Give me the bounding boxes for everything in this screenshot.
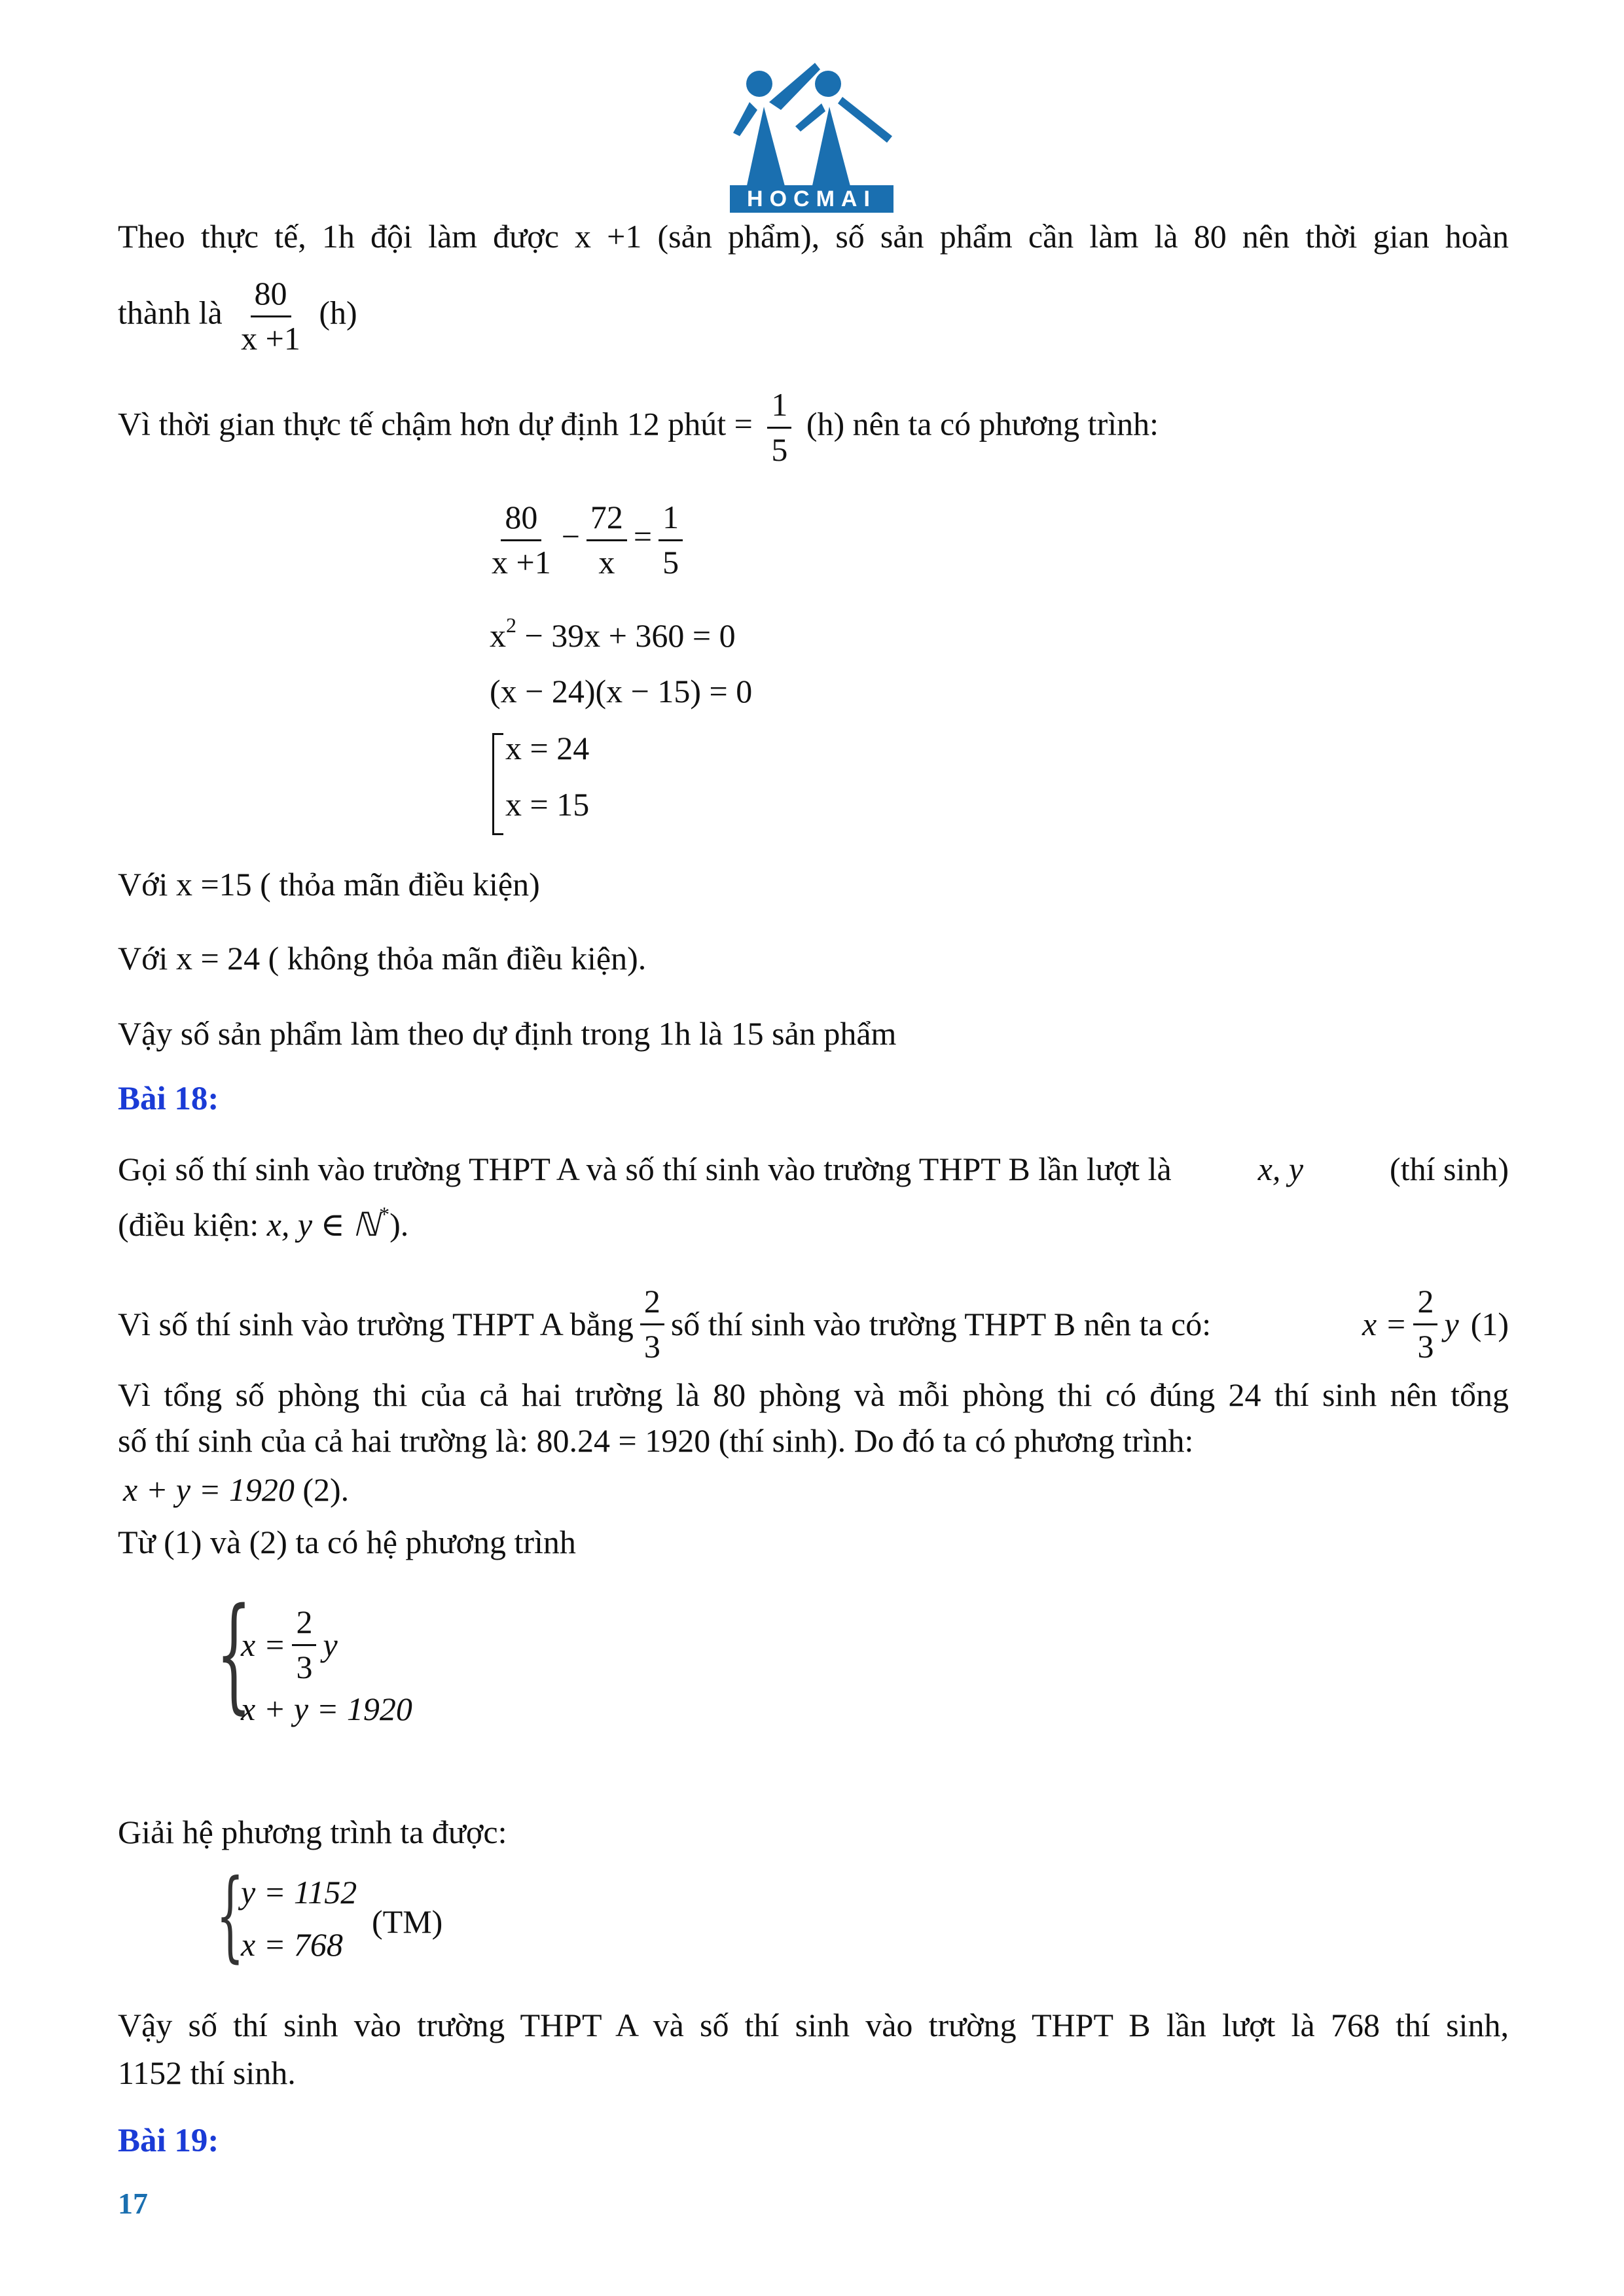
- paragraph-line: [118, 275, 357, 357]
- equation: y = 1152: [241, 1874, 357, 1910]
- text: (h) nên ta có phương trình:: [806, 405, 1159, 442]
- text: số thí sinh vào trường THPT B nên ta có:: [670, 1306, 1212, 1342]
- paragraph-line: [118, 1149, 1509, 1189]
- text: (h): [319, 294, 357, 331]
- paragraph-line: [123, 1469, 349, 1510]
- equation: x = 15: [505, 786, 590, 823]
- paragraph-line: [118, 1420, 1193, 1461]
- equation: x = 768: [241, 1926, 343, 1963]
- paragraph-line: Theo thực tế, 1h đội làm được x +1 (sản phẩm), số sản phẩm cần làm là 80 nên thời gian hoàn: [118, 218, 1509, 255]
- hocmai-logo: [730, 58, 900, 218]
- text: (1): [1470, 1306, 1509, 1342]
- paragraph-line: Với x = 24 ( không thỏa mãn điều kiện).: [118, 940, 647, 977]
- paragraph-line: Từ (1) và (2) ta có hệ phương trình: [118, 1524, 576, 1560]
- base: x: [490, 617, 506, 654]
- paragraph-line: Giải hệ phương trình ta được:: [118, 1814, 507, 1850]
- paragraph-line: Vì tổng số phòng thi của cả hai trường là 80 phòng và mỗi phòng thi có đúng 24 thí sinh nên tổng: [118, 1376, 1509, 1413]
- math: 80.24 = 1920: [536, 1422, 711, 1459]
- paragraph-line: Với x =15 ( thỏa mãn điều kiện): [118, 866, 540, 903]
- numerator: 2: [1413, 1283, 1437, 1325]
- section-heading: Bài 18:: [118, 1081, 219, 1117]
- text: (thí sinh): [1390, 1151, 1509, 1187]
- text: (điều kiện:: [118, 1206, 259, 1243]
- math: x, y: [1257, 1151, 1304, 1187]
- text: thành là: [118, 294, 223, 331]
- math: y: [323, 1626, 338, 1663]
- fraction: [767, 386, 791, 469]
- bracket: [492, 733, 503, 835]
- paragraph-line: 1152 thí sinh.: [118, 2054, 296, 2091]
- paragraph-line: [118, 1283, 1509, 1365]
- equation: x = 24: [505, 730, 590, 766]
- fraction: [237, 275, 304, 357]
- superscript: *: [379, 1202, 390, 1226]
- equation: [490, 615, 736, 660]
- equation: [481, 499, 689, 581]
- denominator: 3: [296, 1648, 313, 1685]
- paragraph-line: [118, 1204, 408, 1249]
- denominator: x +1: [492, 543, 551, 581]
- math: x =: [1362, 1306, 1407, 1342]
- denominator: 3: [1417, 1327, 1434, 1365]
- paragraph-line: [118, 386, 1159, 469]
- section-heading: Bài 19:: [118, 2123, 219, 2159]
- math: y: [1444, 1306, 1459, 1342]
- numerator: 1: [767, 386, 791, 429]
- operator: =: [633, 518, 653, 555]
- tag: (TM): [372, 1903, 443, 1940]
- fraction: [292, 1604, 316, 1686]
- equation: (x − 24)(x − 15) = 0: [490, 673, 753, 709]
- text: Gọi số thí sinh vào trường THPT A và số thí sinh vào trường THPT B lần lượt là: [118, 1151, 1172, 1187]
- numerator: 80: [501, 499, 541, 541]
- page-number: 17: [118, 2187, 148, 2220]
- text: − 39x + 360 = 0: [524, 617, 736, 654]
- paragraph-line: Vậy số sản phẩm làm theo dự định trong 1h là 15 sản phẩm: [118, 1015, 897, 1052]
- math: x =: [241, 1626, 286, 1663]
- text: Vì thời gian thực tế chậm hơn dự định 12 phút =: [118, 405, 753, 442]
- numerator: 2: [640, 1283, 664, 1325]
- math: x, y ∈ ℕ: [266, 1206, 380, 1243]
- denominator: 3: [643, 1327, 660, 1365]
- fraction: [659, 499, 683, 581]
- exponent: 2: [506, 613, 516, 637]
- text: ).: [389, 1206, 409, 1243]
- text: (thí sinh). Do đó ta có phương trình:: [718, 1422, 1194, 1459]
- operator: −: [561, 518, 580, 555]
- brace-icon: {: [216, 1859, 244, 1973]
- text: (2).: [302, 1471, 350, 1508]
- denominator: 5: [662, 543, 679, 581]
- paragraph-line: Vậy số thí sinh vào trường THPT A và số thí sinh vào trường THPT B lần lượt là 768 thí sinh,: [118, 2007, 1509, 2043]
- text: Vì số thí sinh vào trường THPT A bằng: [118, 1306, 634, 1342]
- denominator: 5: [771, 431, 788, 468]
- numerator: 2: [292, 1604, 316, 1646]
- numerator: 72: [586, 499, 627, 541]
- numerator: 1: [659, 499, 683, 541]
- fraction: [586, 499, 627, 581]
- denominator: x +1: [241, 319, 300, 357]
- text: số thí sinh của cả hai trường là:: [118, 1422, 529, 1459]
- brace-icon: {: [216, 1581, 252, 1726]
- math: x + y = 1920: [123, 1471, 295, 1508]
- fraction: [640, 1283, 664, 1365]
- equation: x + y = 1920: [241, 1691, 412, 1727]
- equation: [241, 1604, 338, 1686]
- logo-text: HOCMAI: [730, 185, 893, 213]
- numerator: 80: [251, 275, 291, 317]
- fraction: [1413, 1283, 1437, 1365]
- fraction: [488, 499, 555, 581]
- denominator: x: [598, 543, 615, 581]
